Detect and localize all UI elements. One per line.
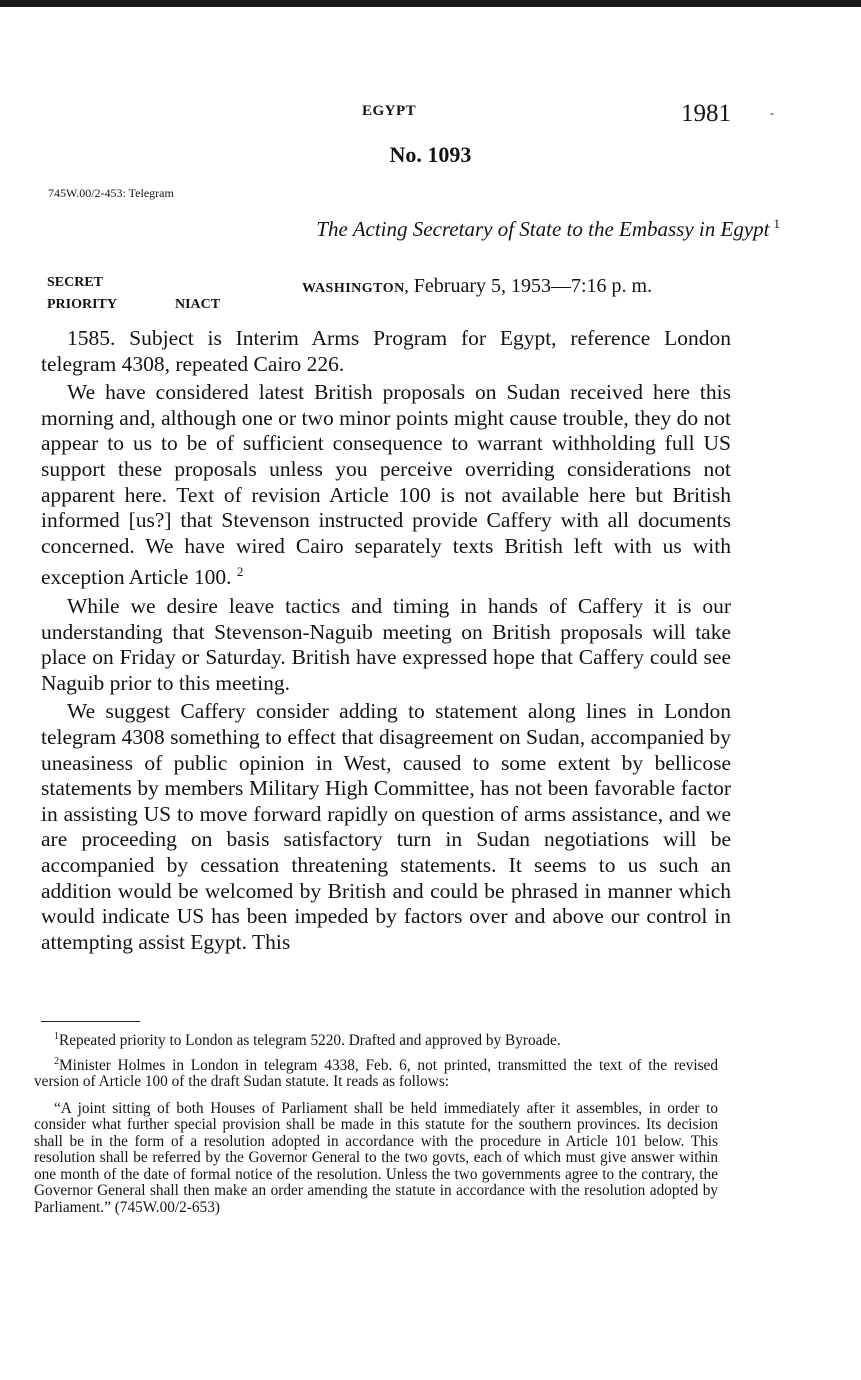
dateline-place: WASHINGTON,	[302, 281, 409, 296]
body-footnote-ref: 2	[236, 564, 244, 580]
title-footnote-ref: 1	[773, 216, 780, 231]
running-head	[0, 100, 861, 130]
body-paragraph	[41, 380, 731, 591]
classification-niact: NIACT	[175, 297, 221, 312]
footnote-text: Minister Holmes in London in telegram 4338, Feb. 6, not printed, transmitted the text of the revised version of Article 100 of the draft Sudan statute. It reads as follows:	[34, 1056, 718, 1091]
footnotes	[34, 1029, 718, 1220]
file-reference: 745W.00/2-453: Telegram	[48, 186, 174, 200]
footnote	[34, 1029, 718, 1050]
footnote-divider	[41, 1021, 140, 1022]
body-paragraph: While we desire leave tactics and timing in hands of Caffery it is our understanding that Stevenson-Naguib meeting on British proposals will take place on Friday or Saturday. British have expressed hope that Caffery could see Naguib prior to this meeting.	[41, 594, 731, 695]
document-number: No. 1093	[389, 142, 472, 167]
body-paragraph-text: We have considered latest British proposals on Sudan received here this morning and, although one or two minor points might cause trouble, they do not appear to us to be of sufficient consequence to warrant withholding full US support these proposals unless you perceive overriding considerations not apparent here. Text of revision Article 100 is not available here but British informed [us?] that Stevenson instructed provide Caffery with all documents concerned. We have wired Cairo separately texts British left with us with exception Article 100.	[41, 380, 731, 590]
classification-priority: PRIORITY	[47, 297, 118, 312]
running-title: EGYPT	[362, 103, 417, 119]
document-title	[0, 216, 780, 242]
margin-mark: -	[770, 106, 774, 120]
page-number: 1981	[681, 100, 731, 127]
footnote	[34, 1054, 718, 1091]
footnote-quote: “A joint sitting of both Houses of Parliament shall be held immediately after it assembles, in order to consider what further special provision shall be made in this statute for the southern provinces. Its decision shall be in the form of a resolution adopted in accordance with the procedure in Article 101 below. This resolution shall be referred by the Governor General to the two govts, each of which must give answer within one month of the date of formal notice of the resolution. Unless the two governments agree to the contrary, the Governor General shall then make an order amending the statute in accordance with the resolution adopted by Parliament.” (745W.00/2-653)	[34, 1099, 718, 1216]
dateline	[302, 275, 652, 298]
telegram-body	[41, 326, 731, 958]
classification-secret: SECRET	[47, 275, 104, 290]
footnote-marker: 2	[54, 1055, 59, 1067]
footnote-marker: 1	[54, 1031, 59, 1042]
body-paragraph: 1585. Subject is Interim Arms Program for Egypt, reference London telegram 4308, repeated Cairo 226.	[41, 326, 731, 376]
body-paragraph: We suggest Caffery consider adding to statement along lines in London telegram 4308 something to effect that disagreement on Sudan, accompanied by uneasiness of public opinion in West, caused to some extent by bellicose statements by members Military High Committee, has not been favorable factor in assisting US to move forward rapidly on question of arms assistance, and we are proceeding on basis satisfactory turn in Sudan negotiations will be accompanied by cessation threatening statements. It seems to us such an addition would be welcomed by British and could be phrased in manner which would indicate US has been impeded by factors over and above our control in attempting assist Egypt. This	[41, 699, 731, 954]
footnote-text: Repeated priority to London as telegram 5220. Drafted and approved by Byroade.	[59, 1032, 561, 1050]
document-title-text: The Acting Secretary of State to the Embassy in Egypt	[316, 217, 770, 241]
dateline-date: February 5, 1953—7:16 p. m.	[413, 275, 653, 297]
